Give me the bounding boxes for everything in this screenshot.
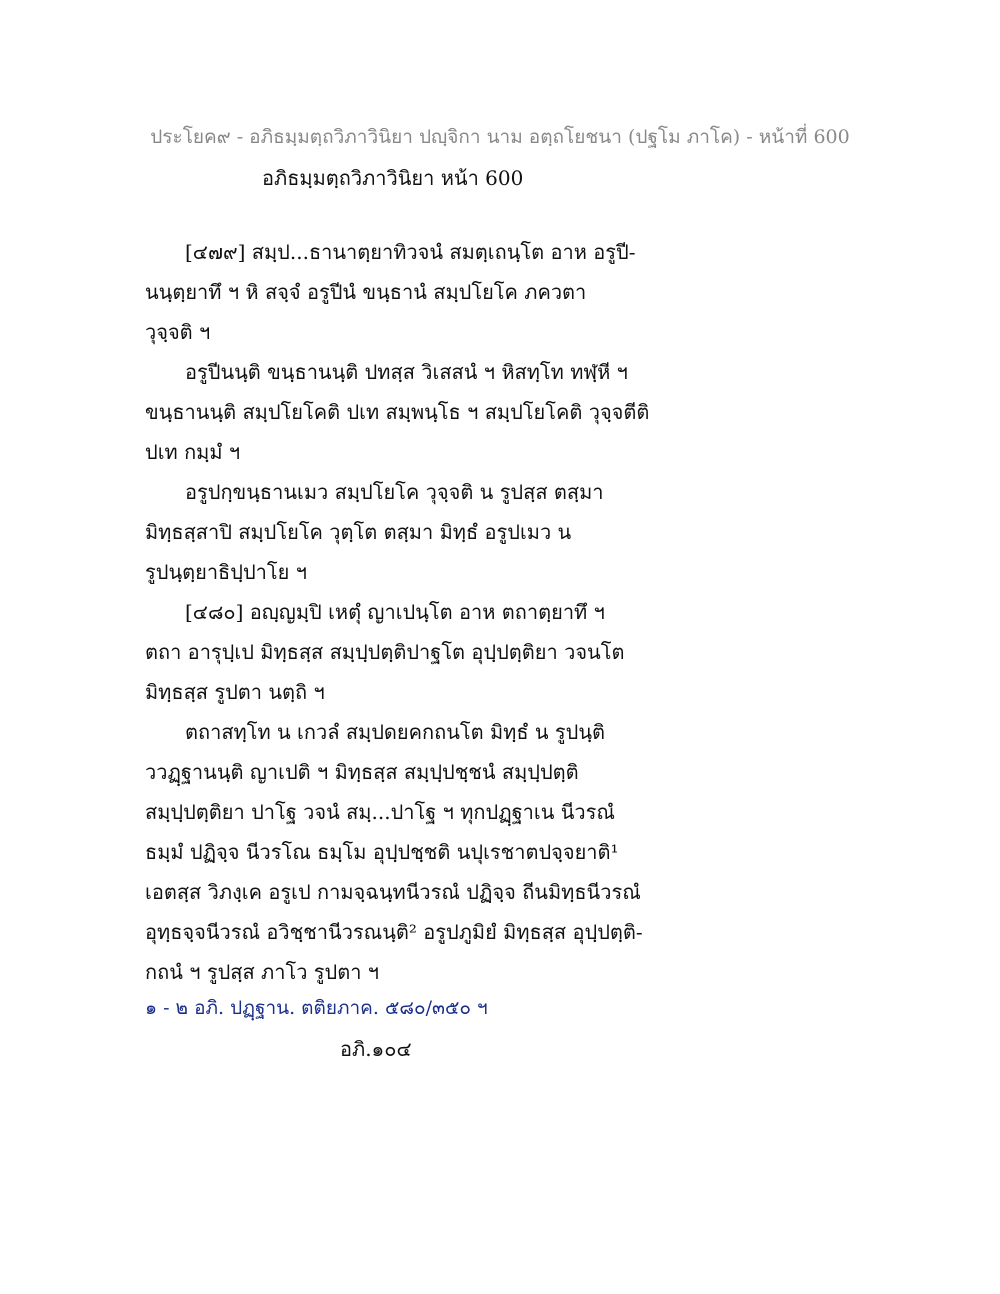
body-line: ตถา อารุปฺเป มิทฺธสฺส สมฺปฺปตฺติปาฐโต อุปฺปตฺติยา วจนโต: [145, 640, 625, 664]
body-line: อรูปกฺขนฺธานเมว สมฺปโยโค วุจฺจติ น รูปสฺส ตสฺมา: [185, 480, 604, 504]
body-line: กถนํ ฯ รูปสฺส ภาโว รูปตา ฯ: [145, 960, 380, 984]
body-line: วุจฺจติ ฯ: [145, 320, 211, 344]
body-line: [๔๗๙] สมฺป...ธานาตฺยาทิวจนํ สมตฺเถนฺโต อาห อรูปี-: [185, 240, 636, 264]
body-line: ธมฺมํ ปฏิจฺจ นีวรโณ ธมฺโม อุปฺปชฺชติ นปุเรชาตปจฺจยาติ¹: [145, 840, 619, 864]
footnote: ๑ - ๒ อภิ. ปฏฺฐาน. ตติยภาค. ๕๘๐/๓๕๐ ฯ: [145, 997, 488, 1019]
body-line: ขนฺธานนฺติ สมฺปโยโคติ ปเท สมฺพนฺโธ ฯ สมฺปโยโคติ วุจฺจตีติ: [145, 400, 650, 424]
body-line: อรูปีนนฺติ ขนฺธานนฺติ ปทสฺส วิเสสนํ ฯ หิสทฺโท ทฬฺหี ฯ: [185, 360, 628, 384]
body-line: ววฏฺฐานนฺติ ญาเปติ ฯ มิทฺธสฺส สมฺปฺปชฺชนํ สมฺปฺปตฺติ: [145, 760, 579, 784]
body-line: มิทฺธสฺส รูปตา นตฺถิ ฯ: [145, 680, 325, 704]
body-line: [๔๘๐] อญฺญมฺปิ เหตุํ ญาเปนฺโต อาห ตถาตฺยาทึ ฯ: [185, 600, 605, 624]
body-line: มิทฺธสฺสาปิ สมฺปโยโค วุตฺโต ตสฺมา มิทฺธํ อรูปเมว น: [145, 520, 572, 544]
body-line: อุทฺธจฺจนีวรณํ อวิชฺชานีวรณนฺติ² อรูปภูมิยํ มิทฺธสฺส อุปฺปตฺติ-: [145, 920, 643, 944]
body-line: รูปนฺตฺยาธิปฺปาโย ฯ: [145, 560, 307, 584]
body-text: [145, 232, 665, 992]
body-line: เอตสฺส วิภงฺเค อรูเป กามจฺฉนฺทนีวรณํ ปฏิจฺจ ถีนมิทฺธนีวรณํ: [145, 880, 641, 904]
page-heading: อภิธมฺมตฺถวิภาวินิยา หน้า 600: [262, 166, 524, 190]
body-line: ตถาสทฺโท น เกวลํ สมฺปดยคกถนโต มิทฺธํ น รูปนฺติ: [185, 720, 606, 744]
body-line: สมฺปฺปตฺติยา ปาโฐ วจนํ สมฺ...ปาโฐ ฯ ทุกปฏฺฐาเน นีวรณํ: [145, 800, 615, 824]
body-line: นนฺตฺยาทึ ฯ หิ สจฺจํ อรูปีนํ ขนฺธานํ สมฺปโยโค ภควตา: [145, 280, 587, 304]
running-header: ประโยค๙ - อภิธมฺมตฺถวิภาวินิยา ปญฺจิกา นาม อตฺถโยชนา (ปฐโม ภาโค) - หน้าที่ 600: [150, 126, 850, 148]
page-mark: อภิ.๑๐๔: [340, 1037, 412, 1061]
body-line: ปเท กมฺมํ ฯ: [145, 440, 241, 464]
